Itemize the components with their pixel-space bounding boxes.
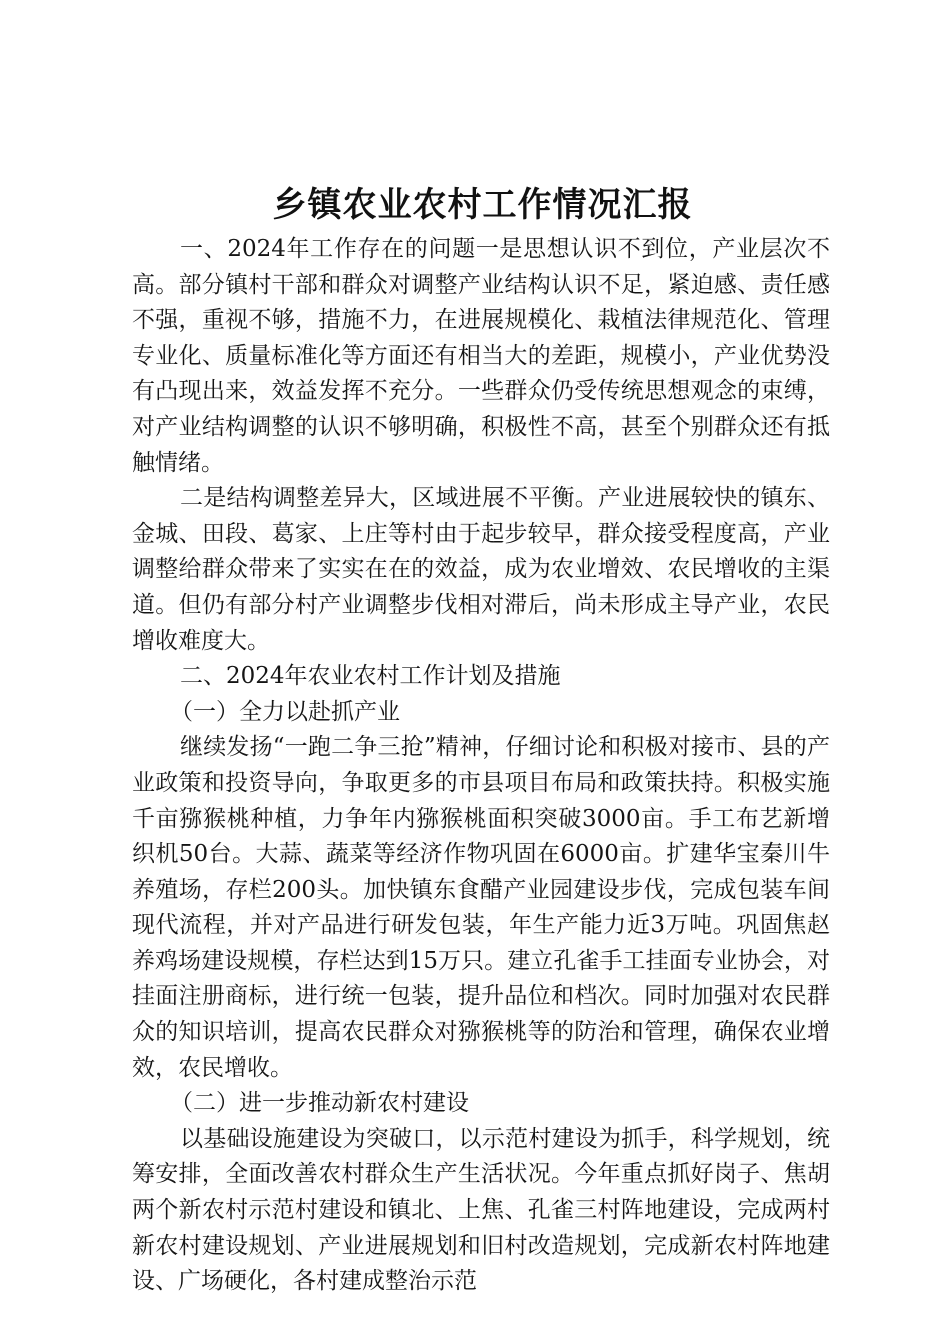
- subheading-new-countryside: （二）进一步推动新农村建设: [170, 1090, 469, 1117]
- paragraph-problems-1: 一、2024年工作存在的问题一是思想认识不到位，产业层次不高。部分镇村干部和群众对调整产业结构认识不足，紧迫感、责任感不强，重视不够，措施不力，在进展规模化、栽植法律规范化、管理专业化、质量标准化等方面还有相当大的差距，规模小，产业优势没有凸现出来，效益发挥不充分。一些群众仍受传统思想观念的束缚，对产业结构调整的认识不够明确，积极性不高，甚至个别群众还有抵触情绪。: [132, 236, 830, 476]
- paragraph-new-countryside: 以基础设施建设为突破口，以示范村建设为抓手，科学规划，统筹安排，全面改善农村群众生产生活状况。今年重点抓好岗子、焦胡两个新农村示范村建设和镇北、上焦、孔雀三村阵地建设，完成两村新农村建设规划、产业进展规划和旧村改造规划，完成新农村阵地建设、广场硬化，各村建成整治示范: [132, 1125, 830, 1295]
- document-body: [132, 232, 830, 1300]
- document-title: 乡镇农业农村工作情况汇报: [272, 185, 693, 225]
- paragraph-industry: 继续发扬“一跑二争三抢”精神，仔细讨论和积极对接市、县的产业政策和投资导向，争取更多的市县项目布局和政策扶持。积极实施千亩猕猴桃种植，力争年内猕猴桃面积突破3000亩。手工布艺新增织机50台。大蒜、蔬菜等经济作物巩固在6000亩。扩建华宝秦川牛养殖场，存栏200头。加快镇东食醋产业园建设步伐，完成包装车间现代流程，并对产品进行研发包装，年生产能力近3万吨。巩固焦赵养鸡场建设规模，存栏达到15万只。建立孔雀手工挂面专业协会，对挂面注册商标，进行统一包装，提升品位和档次。同时加强对农民群众的知识培训，提高农民群众对猕猴桃等的防治和管理，确保农业增效，农民增收。: [132, 734, 830, 1081]
- section-heading-plan: 二、2024年农业农村工作计划及措施: [180, 663, 561, 690]
- subheading-industry: （一）全力以赴抓产业: [170, 698, 400, 725]
- paragraph-problems-2: 二是结构调整差异大，区域进展不平衡。产业进展较快的镇东、金城、田段、葛家、上庄等村由于起步较早，群众接受程度高，产业调整给群众带来了实实在在的效益，成为农业增效、农民增收的主渠道。但仍有部分村产业调整步伐相对滞后，尚未形成主导产业，农民增收难度大。: [132, 485, 830, 654]
